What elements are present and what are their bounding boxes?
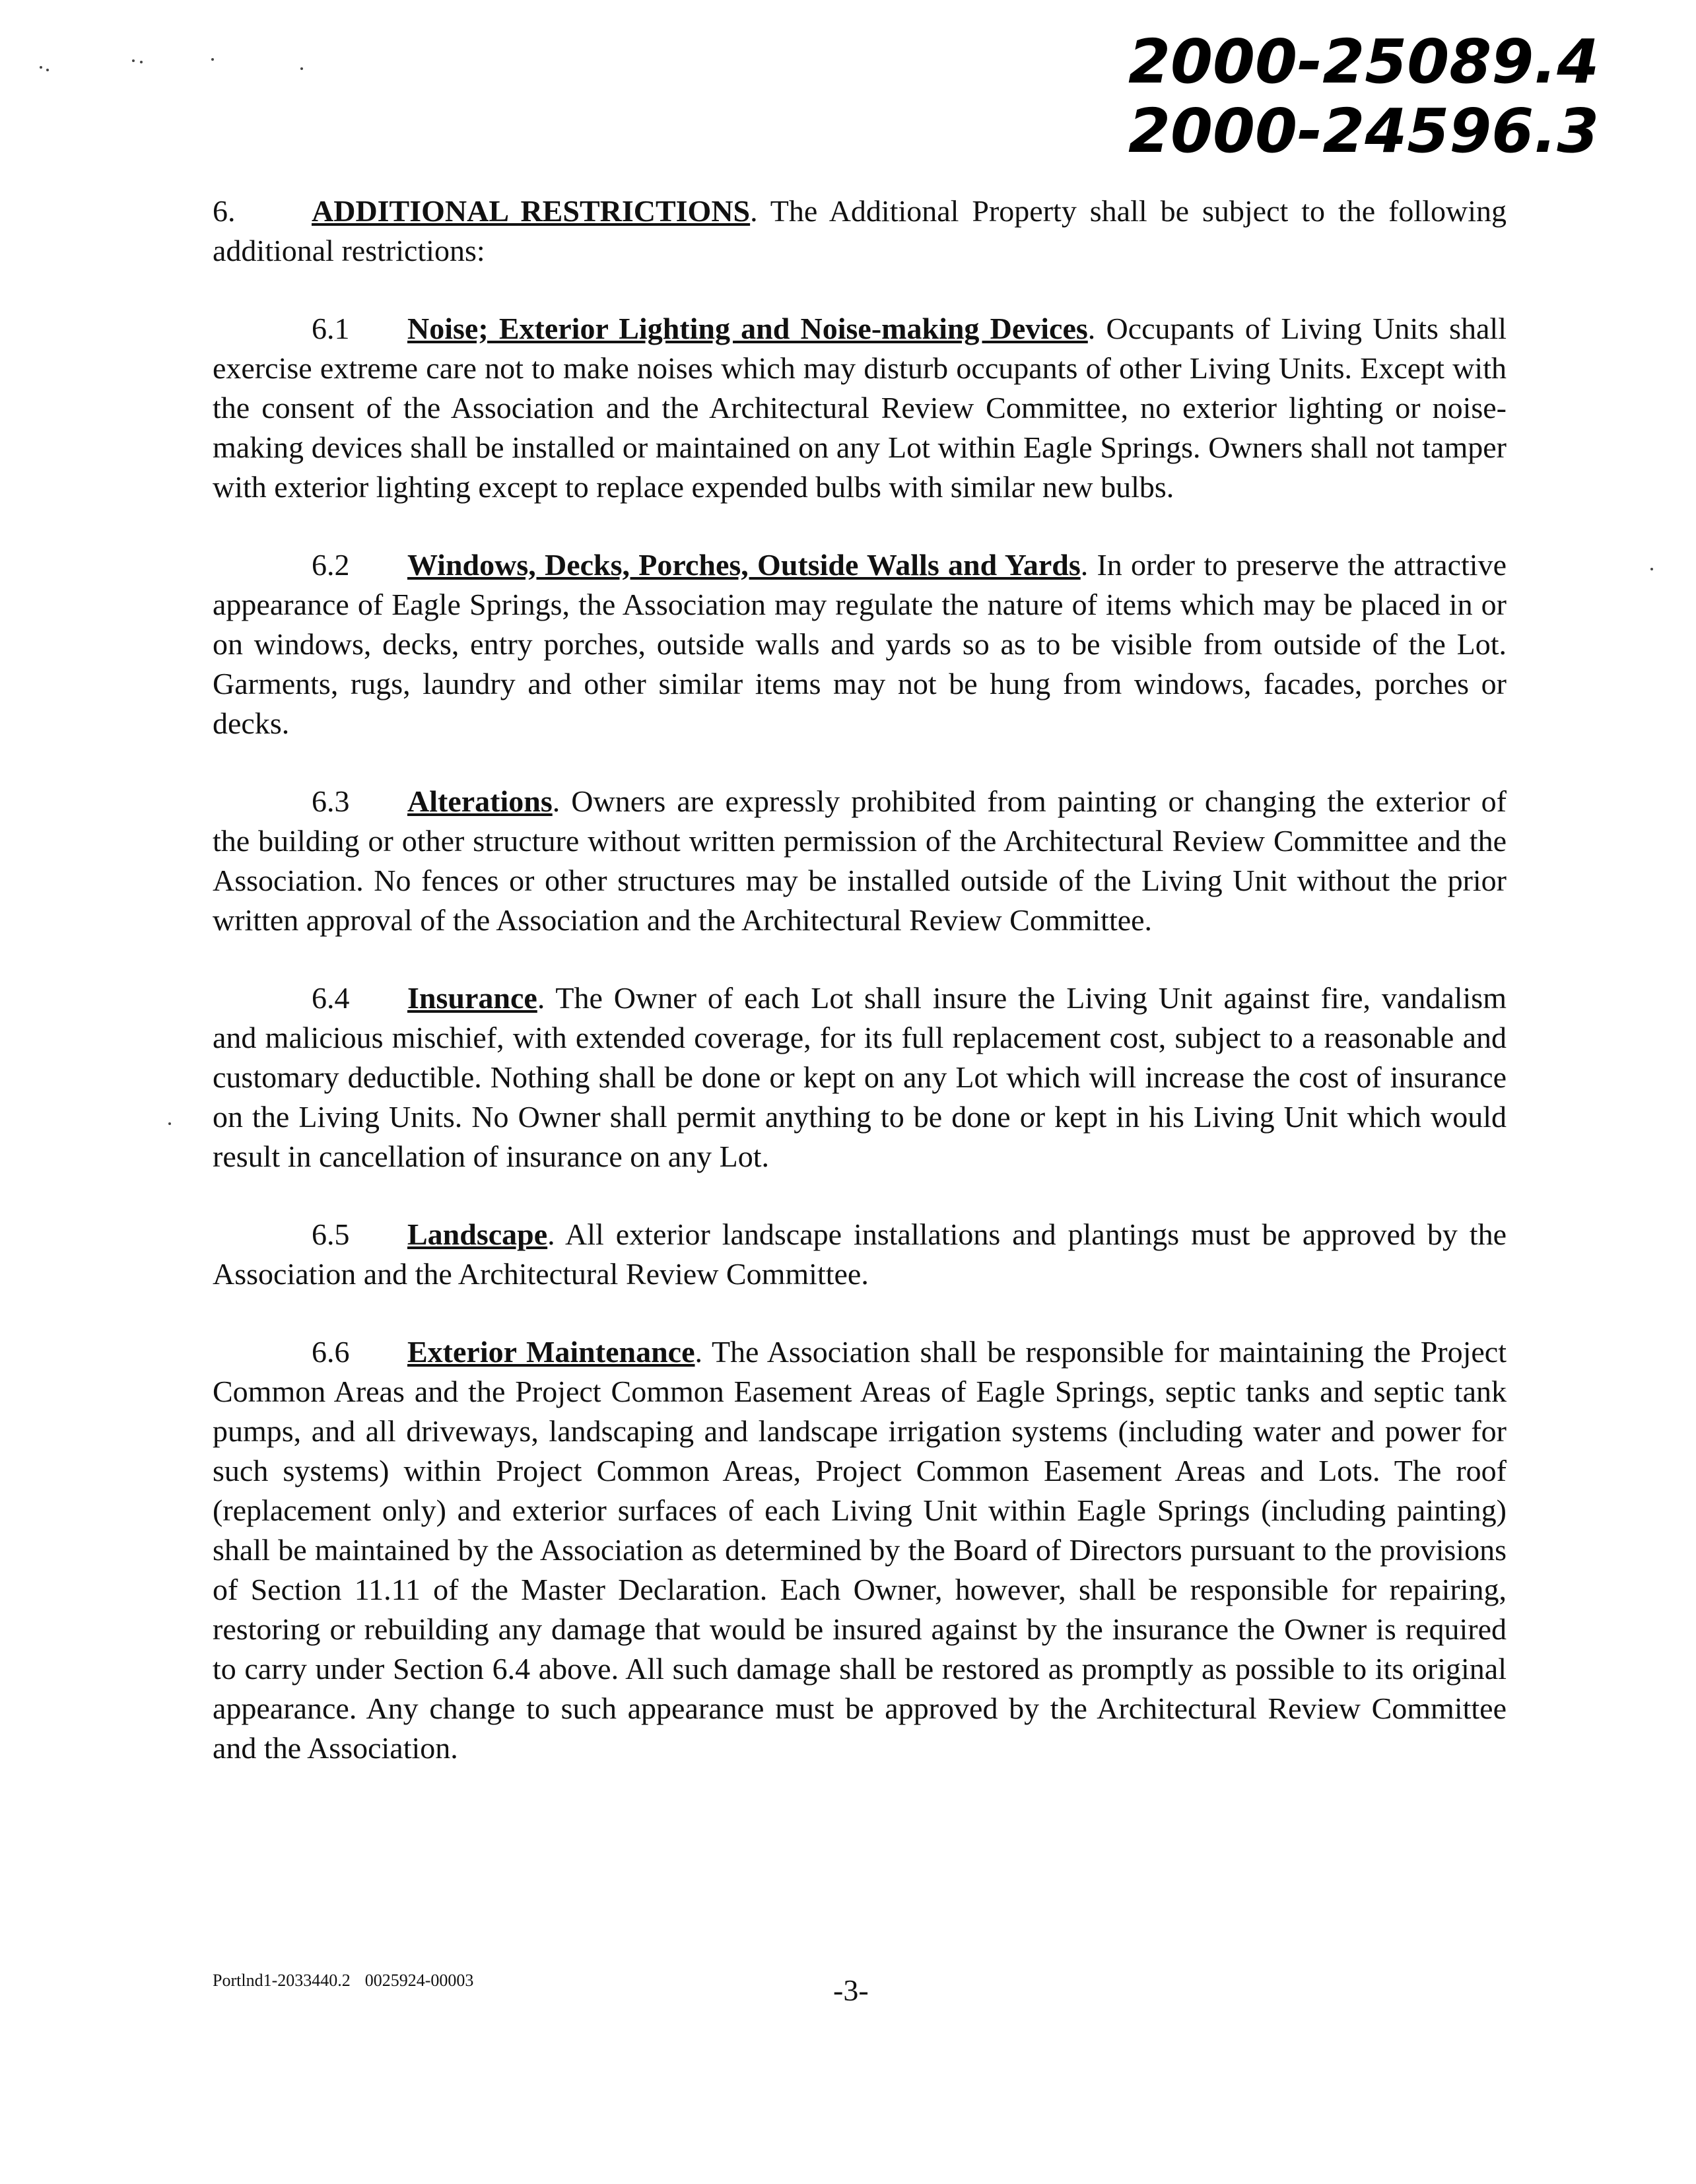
subsection-text: . The Association shall be responsible for maintaining the Project Common Areas and the Project Common Easement Areas of Eagle Springs, septic tanks and septic tank pumps, and all driveways, landscaping and landscape irrigation systems (including water and power for such systems) within Project Common Areas, Project Common Easement Areas and Lots. The roof (replacement only) and exterior surfaces of each Living Unit within Eagle Springs (including painting) shall be maintained by the Association as determined by the Board of Directors pursuant to the provisions of Section 11.11 of the Master Declaration. Each Owner, however, shall be responsible for repairing, restoring or rebuilding any damage that would be insured against by the insurance the Owner is required to carry under Section 6.4 above. All such damage shall be restored as promptly as possible to its original appearance. Any change to such appearance must be approved by the Architectural Review Committee and the Association. [213, 1335, 1507, 1765]
page-number: -3- [833, 1973, 869, 2007]
subsection-6-2 [213, 545, 1507, 743]
subsection-text: . The Owner of each Lot shall insure the Living Unit against fire, vandalism and malicious mischief, with extended coverage, for its full replacement cost, subject to a reasonable and customary deductible. Nothing shall be done or kept on any Lot which will increase the cost of insurance on the Living Units. No Owner shall permit anything to be done or kept in his Living Unit which would result in cancellation of insurance on any Lot. [213, 981, 1507, 1173]
subsection-text: . In order to preserve the attractive appearance of Eagle Springs, the Association may regulate the nature of items which may be placed in or on windows, decks, entry porches, outside walls and yards so as to be visible from outside of the Lot. Garments, rugs, laundry and other similar items may not be hung from windows, facades, porches or decks. [213, 548, 1507, 740]
subsection-number: 6.2 [312, 548, 350, 582]
section-number: 6. [213, 194, 236, 228]
subsection-text: . All exterior landscape installations and plantings must be approved by the Association and the Architectural Review Committee. [213, 1217, 1507, 1291]
footer-document-id [213, 1971, 488, 1991]
subsection-number: 6.6 [312, 1335, 350, 1369]
subsection-text: . Occupants of Living Units shall exercise extreme care not to make noises which may disturb occupants of other Living Units. Except with the consent of the Association and the Architectural Review Committee, no exterior lighting or noise-making devices shall be installed or maintained on any Lot within Eagle Springs. Owners shall not tamper with exterior lighting except to replace expended bulbs with similar new bulbs. [213, 312, 1507, 504]
handwritten-annotation [1115, 26, 1617, 165]
subsection-title: Noise; Exterior Lighting and Noise-making Devices [407, 312, 1088, 345]
subsection-number: 6.1 [312, 312, 350, 345]
handwritten-line-1: 2000-25089.4 [1128, 26, 1600, 97]
subsection-title: Windows, Decks, Porches, Outside Walls and Yards [407, 548, 1081, 582]
section-title: ADDITIONAL RESTRICTIONS [312, 194, 751, 228]
scan-speck [40, 66, 42, 69]
section-6-paragraph [213, 191, 1507, 271]
footer-doc-id: Portlnd1-2033440.2 [213, 1971, 351, 1990]
scan-speck [46, 69, 49, 71]
section-text: . The Additional Property shall be subject to the following additional restrictions: [213, 194, 1507, 267]
subsection-6-6 [213, 1332, 1507, 1768]
scan-speck [300, 67, 303, 70]
subsection-title: Landscape [407, 1217, 548, 1251]
subsection-6-4 [213, 978, 1507, 1177]
subsection-number: 6.4 [312, 981, 350, 1015]
subsection-title: Exterior Maintenance [407, 1335, 695, 1369]
scan-speck [132, 59, 135, 62]
subsection-6-3 [213, 782, 1507, 940]
handwritten-annotation-image [1115, 26, 1617, 165]
subsection-text: . Owners are expressly prohibited from painting or changing the exterior of the building or other structure without written permission of the Architectural Review Committee and the Association. No fences or other structures may be installed outside of the Living Unit without the prior written approval of the Association and the Architectural Review Committee. [213, 784, 1507, 937]
scan-speck [1650, 568, 1653, 570]
document-body [213, 191, 1507, 1806]
scan-speck [140, 61, 143, 63]
subsection-6-1 [213, 309, 1507, 507]
subsection-number: 6.5 [312, 1217, 350, 1251]
subsection-title: Alterations [407, 784, 553, 818]
subsection-number: 6.3 [312, 784, 350, 818]
scan-speck [168, 1122, 171, 1125]
subsection-6-5 [213, 1215, 1507, 1294]
handwritten-line-2: 2000-24596.3 [1128, 96, 1600, 165]
subsection-title: Insurance [407, 981, 537, 1015]
scan-speck [211, 58, 214, 61]
footer-matter-id: 0025924-00003 [364, 1971, 474, 1990]
